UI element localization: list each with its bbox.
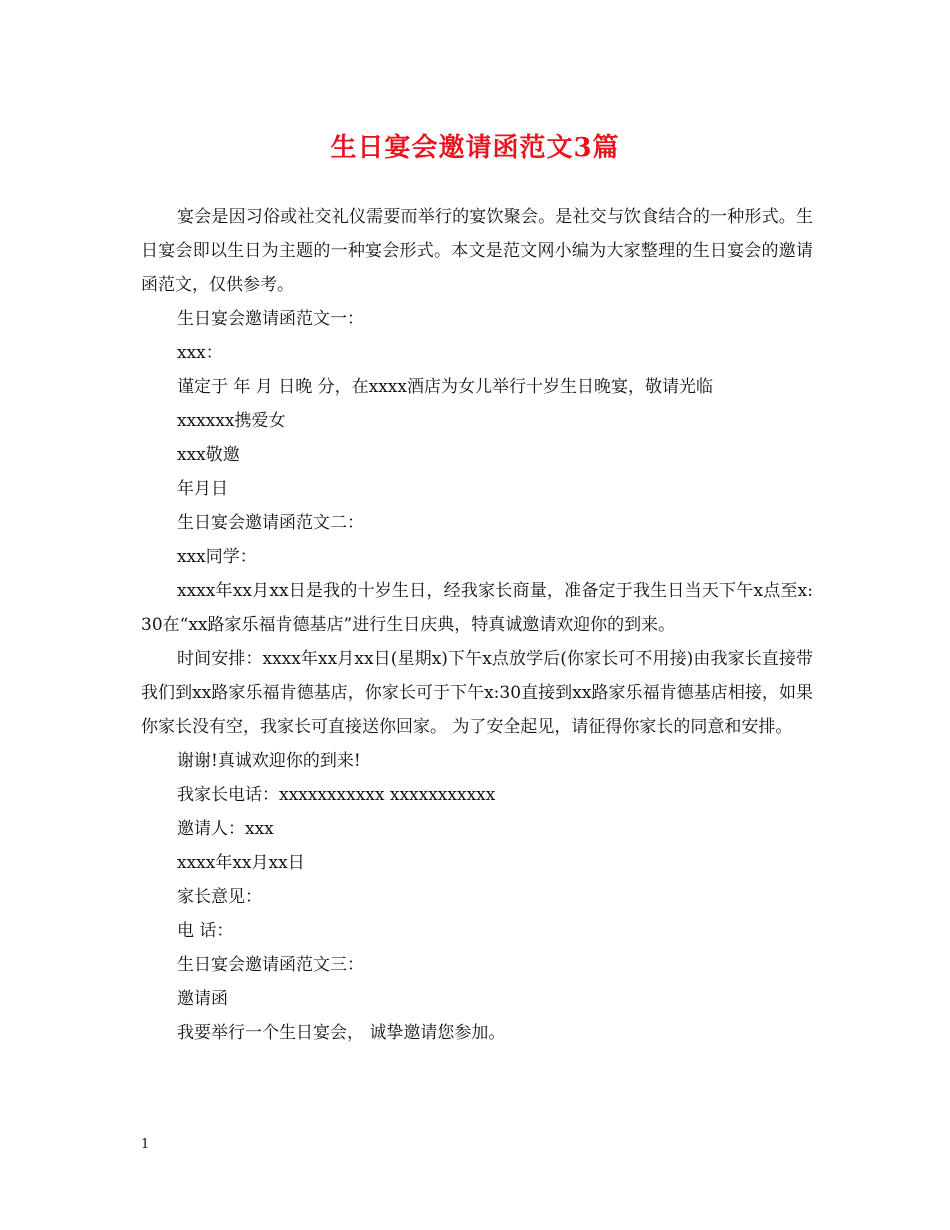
paragraph-phone-2: 我家长电话：xxxxxxxxxxx xxxxxxxxxxx	[177, 785, 496, 805]
paragraph-sign-off-1: xxx敬邀	[177, 445, 240, 465]
paragraph-salutation-1: xxx：	[177, 343, 223, 363]
paragraph-heading-sample-1: 生日宴会邀请函范文一：	[177, 309, 364, 329]
paragraph-heading-sample-3: 生日宴会邀请函范文三：	[177, 955, 364, 975]
paragraph-date-1: 年月日	[177, 479, 228, 499]
paragraph-letter-title-3: 邀请函	[177, 989, 228, 1009]
paragraph-parent-opinion-2: 家长意见：	[177, 887, 262, 907]
paragraph-invitation-3: 我要举行一个生日宴会， 诚挚邀请您参加。	[177, 1023, 506, 1043]
document-title: 生日宴会邀请函范文3篇	[330, 133, 620, 163]
paragraph-inviter-2: 邀请人：xxx	[177, 819, 274, 839]
paragraph-heading-sample-2: 生日宴会邀请函范文二：	[177, 513, 364, 533]
page-number: 1	[141, 1137, 150, 1152]
paragraph-signature-1: xxxxxx携爱女	[177, 411, 286, 431]
paragraph-date-2: xxxx年xx月xx日	[177, 853, 305, 873]
paragraph-salutation-2: xxx同学：	[177, 547, 257, 567]
paragraph-invitation-1: 谨定于 年 月 日晚 分，在xxxx酒店为女儿举行十岁生日晚宴，敬请光临	[177, 377, 713, 397]
document-body	[141, 200, 813, 1050]
paragraph-parent-phone-2: 电 话：	[177, 921, 234, 941]
paragraph-intro: 宴会是因习俗或社交礼仪需要而举行的宴饮聚会。是社交与饮食结合的一种形式。生日宴会即以生日为主题的一种宴会形式。本文是范文网小编为大家整理的生日宴会的邀请函范文，仅供参考。	[141, 207, 813, 295]
paragraph-invitation-2: xxxx年xx月xx日是我的十岁生日，经我家长商量，准备定于我生日当天下午x点至x:30在“xx路家乐福肯德基店”进行生日庆典，特真诚邀请欢迎你的到来。	[141, 581, 813, 635]
paragraph-thanks-2: 谢谢!真诚欢迎你的到来!	[177, 751, 361, 771]
paragraph-schedule-2: 时间安排：xxxx年xx月xx日(星期x)下午x点放学后(你家长可不用接)由我家长直接带我们到xx路家乐福肯德基店，你家长可于下午x:30直接到xx路家乐福肯德基店相接，如果你家长没有空，我家长可直接送你回家。 为了安全起见，请征得你家长的同意和安排。	[141, 649, 813, 737]
